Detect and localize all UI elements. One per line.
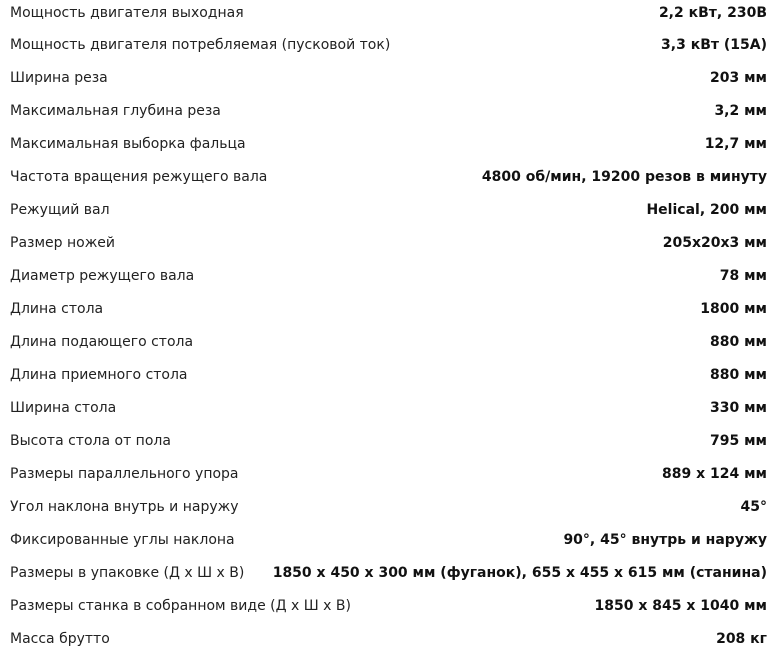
spec-label: Угол наклона внутрь и наружу [10,498,239,515]
spec-value: 795 мм [710,432,767,449]
spec-value: 880 мм [710,333,767,350]
spec-row [0,622,780,655]
spec-row [0,556,780,589]
spec-row [0,160,780,193]
spec-row [0,490,780,523]
spec-label: Ширина реза [10,69,108,86]
spec-value: 4800 об/мин, 19200 резов в минуту [481,168,767,185]
spec-label: Максимальная выборка фальца [10,135,246,152]
spec-value: 45° [740,498,767,515]
spec-value: 205x20x3 мм [662,234,767,251]
spec-row [0,589,780,622]
spec-value: 3,3 кВт (15А) [661,36,767,53]
spec-row [0,259,780,292]
spec-label: Размеры параллельного упора [10,465,239,482]
spec-row [0,325,780,358]
spec-label: Максимальная глубина реза [10,102,221,119]
spec-label: Длина подающего стола [10,333,194,350]
spec-value: Helical, 200 мм [646,201,767,218]
spec-row [0,358,780,391]
spec-row [0,391,780,424]
spec-label: Режущий вал [10,201,110,218]
spec-label: Диаметр режущего вала [10,267,195,284]
spec-value: 1800 мм [700,300,767,317]
spec-label: Размеры в упаковке (Д х Ш х В) [10,564,245,581]
spec-label: Длина стола [10,300,104,317]
spec-value: 889 х 124 мм [662,465,767,482]
spec-label: Частота вращения режущего вала [10,168,268,185]
spec-value: 90°, 45° внутрь и наружу [563,531,767,548]
spec-label: Высота стола от пола [10,432,171,449]
spec-row [0,457,780,490]
spec-label: Мощность двигателя выходная [10,5,244,21]
spec-label: Ширина стола [10,399,117,416]
spec-value: 330 мм [710,399,767,416]
spec-row [0,226,780,259]
spec-row [0,523,780,556]
spec-value: 12,7 мм [704,135,767,152]
spec-value: 3,2 мм [714,102,767,119]
spec-value: 1850 х 845 х 1040 мм [594,597,767,614]
spec-label: Фиксированные углы наклона [10,531,235,548]
spec-row [0,292,780,325]
spec-row [0,28,780,61]
spec-value: 1850 х 450 х 300 мм (фуганок), 655 х 455 х 615 мм (станина) [272,564,767,581]
spec-label: Размер ножей [10,234,116,251]
spec-label: Масса брутто [10,630,110,647]
spec-label: Размеры станка в собранном виде (Д х Ш х В) [10,597,351,614]
spec-row [0,424,780,457]
spec-row [0,94,780,127]
spec-value: 78 мм [719,267,767,284]
spec-value: 208 кг [716,630,767,647]
spec-row [0,127,780,160]
spec-value: 203 мм [710,69,767,86]
spec-value: 880 мм [710,366,767,383]
spec-row [0,193,780,226]
spec-value: 2,2 кВт, 230В [658,5,767,21]
spec-row [0,61,780,94]
spec-row [0,0,780,28]
spec-label: Длина приемного стола [10,366,188,383]
spec-label: Мощность двигателя потребляемая (пусковой ток) [10,36,391,53]
